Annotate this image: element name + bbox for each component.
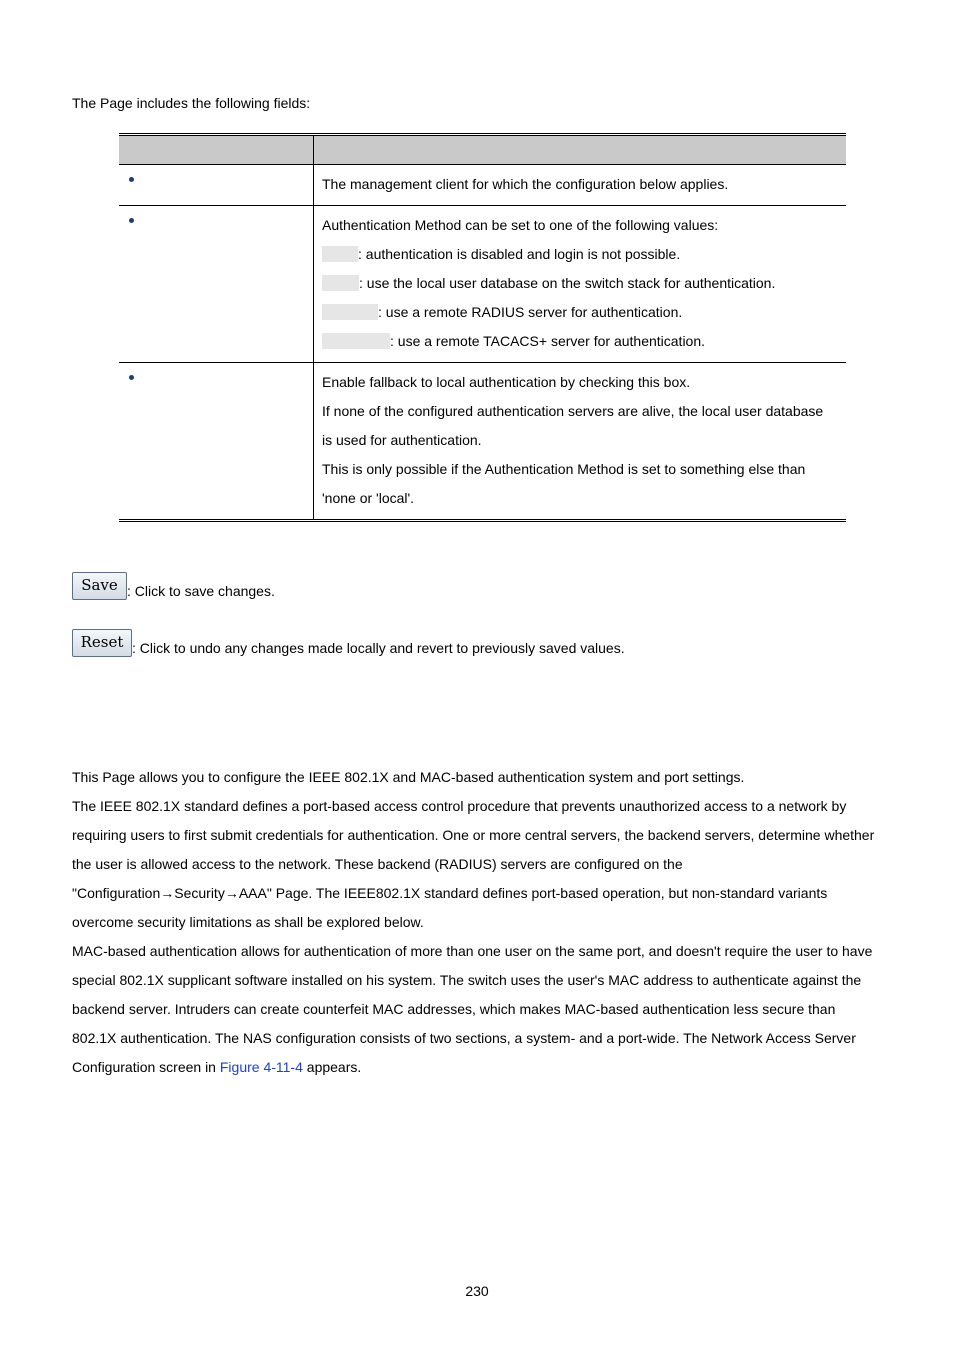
description-line: The management client for which the configuration below applies. bbox=[322, 176, 729, 192]
description-line: 'none or 'local'. bbox=[322, 490, 415, 506]
row-label-cell bbox=[119, 165, 314, 206]
description-line: Authentication Method can be set to one of the following values: bbox=[322, 217, 719, 233]
option-line: : use a remote TACACS+ server for authentication. bbox=[322, 327, 838, 356]
description-line: is used for authentication. bbox=[322, 432, 482, 448]
table-row bbox=[119, 206, 846, 363]
save-description: : Click to save changes. bbox=[127, 583, 275, 599]
value-placeholder bbox=[322, 246, 358, 262]
row-label-cell bbox=[119, 363, 314, 521]
paragraph-ieee: The IEEE 802.1X standard defines a port-based access control procedure that prevents unauthorized access to a network by requiring users to first submit credentials for authentication. One or more central servers, the backend servers, determine whether the user is allowed access to the network. These backend (RADIUS) servers are configured on the "Configuration→Security→AAA" Page. The IEEE802.1X standard defines port-based operation, but non-standard variants overcome security limitations as shall be explored below. bbox=[72, 798, 875, 930]
table-header-row bbox=[119, 135, 846, 165]
description-line: If none of the configured authentication servers are alive, the local user database bbox=[322, 403, 824, 419]
option-line: : use a remote RADIUS server for authentication. bbox=[322, 298, 838, 327]
value-placeholder bbox=[322, 333, 390, 349]
description-line: Enable fallback to local authentication by checking this box. bbox=[322, 374, 691, 390]
save-row bbox=[72, 572, 275, 600]
save-button[interactable]: Save bbox=[72, 572, 127, 600]
table-row bbox=[119, 165, 846, 206]
description-line: This is only possible if the Authentication Method is set to something else than bbox=[322, 461, 806, 477]
row-label-cell bbox=[119, 206, 314, 363]
reset-button[interactable]: Reset bbox=[72, 629, 132, 657]
table-row bbox=[119, 363, 846, 521]
value-placeholder bbox=[322, 275, 359, 291]
paragraph-mac: MAC-based authentication allows for authentication of more than one user on the same port, and doesn't require the user to have special 802.1X supplicant software installed on his system. The switch uses the user's MAC address to authenticate against the backend server. Intruders can create counterfeit MAC addresses, which makes MAC-based authentication less secure than 802.1X authentication. The NAS configuration consists of two sections, a system- and a port-wide. The Network Access Server Configuration screen in Figure 4-11-4 appears. bbox=[72, 943, 873, 1075]
option-line: : authentication is disabled and login is not possible. bbox=[322, 240, 838, 269]
row-description-cell bbox=[314, 206, 847, 363]
reset-description: : Click to undo any changes made locally and revert to previously saved values. bbox=[132, 640, 625, 656]
fields-table bbox=[119, 133, 846, 522]
row-description-cell bbox=[314, 165, 847, 206]
option-line: : use the local user database on the switch stack for authentication. bbox=[322, 269, 838, 298]
intro-text: The Page includes the following fields: bbox=[72, 95, 311, 111]
paragraph-intro: This Page allows you to configure the IEEE 802.1X and MAC-based authentication system and port settings. bbox=[72, 769, 745, 785]
bullet-icon bbox=[129, 375, 134, 380]
reset-row bbox=[72, 629, 625, 657]
bullet-icon bbox=[129, 218, 134, 223]
body-text bbox=[72, 763, 882, 1082]
row-description-cell bbox=[314, 363, 847, 521]
page-number: 230 bbox=[465, 1283, 489, 1299]
header-object bbox=[119, 135, 314, 165]
bullet-icon bbox=[129, 177, 134, 182]
value-placeholder bbox=[322, 304, 378, 320]
figure-link[interactable]: Figure 4-11-4 bbox=[219, 1059, 303, 1075]
header-description bbox=[314, 135, 847, 165]
